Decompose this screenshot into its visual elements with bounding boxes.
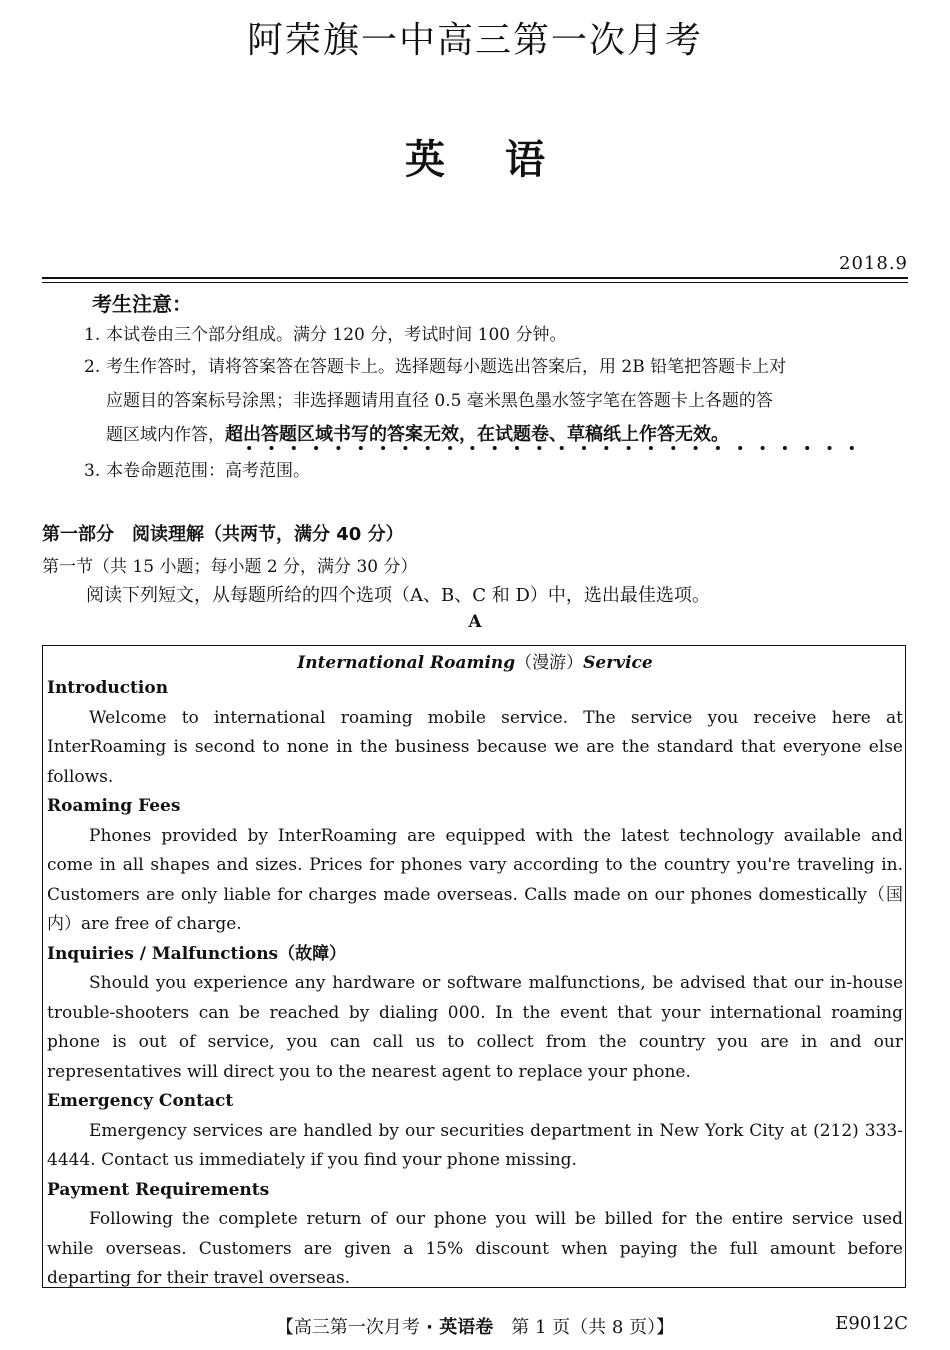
section-heading-roaming-fees: Roaming Fees: [47, 796, 181, 816]
footer-exam-name: 高三第一次月考: [293, 1317, 420, 1338]
footer-paper-name: 英语卷: [439, 1317, 494, 1338]
emphasis-dot: [515, 446, 519, 450]
section-heading-emergency: Emergency Contact: [47, 1091, 234, 1111]
passage-title-cn: （漫游）: [515, 653, 584, 673]
section-heading: 第一节（共 15 小题；每小题 2 分，满分 30 分）: [42, 557, 418, 577]
emphasis-dot: [403, 446, 407, 450]
school-exam-title: 阿荣旗一中高三第一次月考: [246, 20, 703, 61]
emphasis-dot: [247, 446, 251, 450]
section-text-emergency: Emergency services are handled by our securities department in New York City at (212) 333-4444. Contact us immediately if you find your phone missing.: [47, 1120, 903, 1170]
emphasis-dot: [828, 446, 832, 450]
emphasis-dot: [716, 446, 720, 450]
emphasis-dot: [448, 446, 452, 450]
header-divider-thin: [42, 282, 908, 283]
emphasis-dot: [783, 446, 787, 450]
notice-item-text-line-2: 应题目的答案标号涂黑；非选择题请用直径 0.5 毫米黑色墨水签字笔在答题卡上各题的答: [106, 391, 773, 411]
section-text-inquiries: Should you experience any hardware or software malfunctions, be advised that our in-house trouble-shooters can be reached by dialing 000. In the event that your international roaming phone is out of service, you can call us to collect from the country you are in and our representatives will direct you to the nearest agent to replace your phone.: [47, 973, 903, 1082]
footer-bracket-right: 】: [656, 1317, 675, 1338]
passage-box: [42, 645, 906, 1288]
emphasis-dot: [805, 446, 809, 450]
emphasis-dot: [560, 446, 564, 450]
section-heading-introduction: Introduction: [47, 678, 169, 698]
header-divider-thick: [42, 277, 908, 279]
emphasis-dots: [238, 444, 863, 452]
section-text-roaming-fees: Phones provided by InterRoaming are equipped with the latest technology available and come in all shapes and sizes. Prices for phones vary according to the country you're traveling in. Customers are only liable for charges made overseas. Calls made on our phones domestically（国内）are free of charge.: [47, 825, 903, 934]
emphasis-dot: [314, 446, 318, 450]
emphasis-dot: [493, 446, 497, 450]
emphasis-dot: [671, 446, 675, 450]
emphasis-dot: [694, 446, 698, 450]
emphasis-dot: [582, 446, 586, 450]
passage-title-en-2: Service: [583, 653, 653, 673]
emphasis-dot: [850, 446, 854, 450]
passage-title: [43, 648, 907, 673]
reading-instruction: 阅读下列短文，从每题所给的四个选项（A、B、C 和 D）中，选出最佳选项。: [86, 585, 710, 606]
emphasis-dot: [270, 446, 274, 450]
emphasis-dot: [604, 446, 608, 450]
emphasis-dot: [738, 446, 742, 450]
emphasis-dot: [359, 446, 363, 450]
notice-item-number: 1.: [84, 325, 101, 345]
emphasis-dot: [336, 446, 340, 450]
emphasis-dot: [381, 446, 385, 450]
passage-body: [47, 674, 903, 1294]
section-text-payment: Following the complete return of our phone you will be billed for the entire service used while overseas. Customers are given a 15% discount when paying the full amount before departing for their travel overseas.: [47, 1209, 903, 1288]
subject-title: 英语: [405, 136, 605, 183]
notice-item-text: 本卷命题范围：高考范围。: [106, 461, 310, 481]
page-footer: [0, 1313, 950, 1339]
notice-item-text-line-1: 考生作答时，请将答案答在答题卡上。选择题每小题选出答案后，用 2B 铅笔把答题卡上对: [106, 357, 787, 377]
notice-item-number: 2.: [84, 357, 101, 377]
passage-letter: A: [468, 612, 482, 632]
emphasis-dot: [627, 446, 631, 450]
section-heading-inquiries: Inquiries / Malfunctions（故障）: [47, 943, 347, 964]
notice-item-text: 本试卷由三个部分组成。满分 120 分，考试时间 100 分钟。: [106, 325, 567, 345]
footer-page-info: 第 1 页（共 8 页）: [493, 1317, 657, 1338]
exam-date: 2018.9: [839, 253, 908, 274]
footer-dot: ·: [419, 1317, 440, 1338]
part-heading: 第一部分 阅读理解（共两节，满分 40 分）: [42, 524, 404, 545]
emphasis-dot: [649, 446, 653, 450]
passage-title-en-1: International Roaming: [297, 653, 516, 673]
notice-item-2: [84, 352, 914, 382]
emphasis-dot: [470, 446, 474, 450]
footer-bracket-left: 【: [275, 1317, 294, 1338]
emphasis-dot: [292, 446, 296, 450]
emphasized-warning-text: 超出答题区域书写的答案无效，在试题卷、草稿纸上作答无效。: [225, 424, 729, 445]
notice-item-1: [84, 320, 567, 350]
notice-item-number: 3.: [84, 461, 101, 481]
notice-heading: 考生注意：: [92, 292, 192, 316]
paper-code: E9012C: [835, 1313, 908, 1334]
emphasis-dot: [537, 446, 541, 450]
emphasis-dot: [761, 446, 765, 450]
notice-item-text-line-3: [106, 420, 729, 446]
notice-item-text-prefix: 题区域内作答，: [106, 425, 225, 445]
section-text-introduction: Welcome to international roaming mobile service. The service you receive here at InterRoaming is second to none in the business because we are the standard that everyone else follows.: [47, 707, 903, 787]
section-heading-payment: Payment Requirements: [47, 1179, 270, 1200]
emphasis-dot: [426, 446, 430, 450]
notice-item-3: [84, 456, 310, 486]
